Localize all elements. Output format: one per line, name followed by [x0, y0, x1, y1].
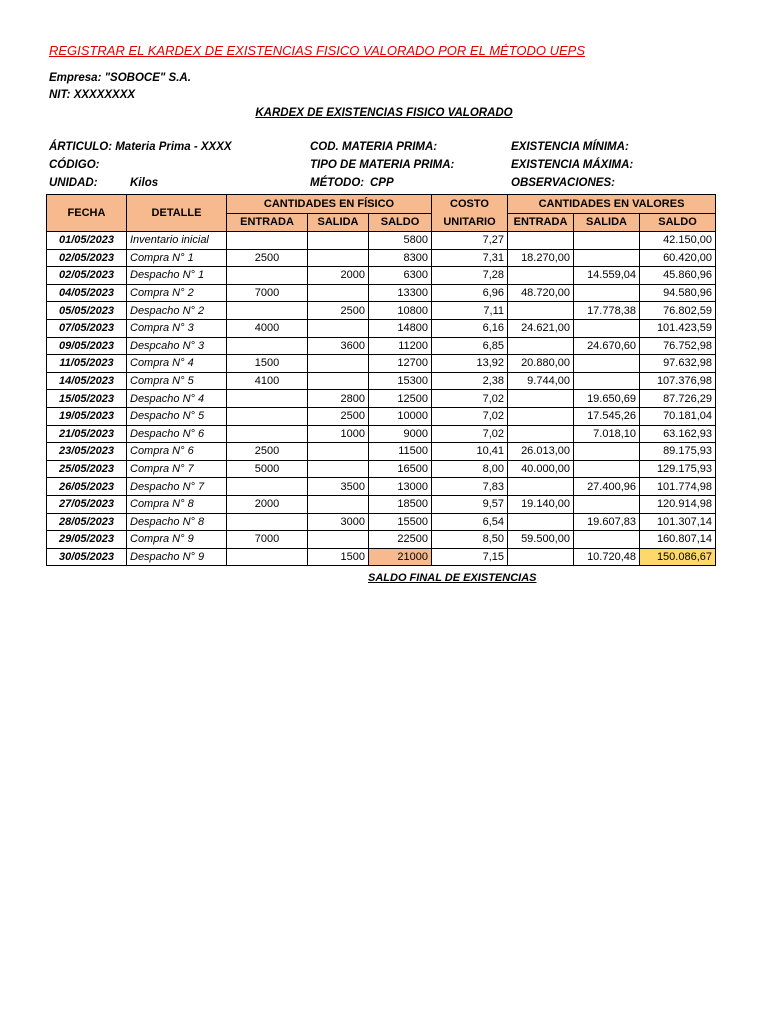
cell-fisico-entrada — [227, 390, 308, 408]
cell-valor-salida: 7.018,10 — [574, 425, 640, 443]
cell-fecha: 02/05/2023 — [47, 267, 127, 285]
cell-fisico-salida: 2800 — [308, 390, 369, 408]
header-cantidades-fisico: CANTIDADES EN FÍSICO — [227, 195, 432, 214]
cell-valor-salida — [574, 495, 640, 513]
cell-valor-entrada — [508, 232, 574, 250]
cell-costo-unitario: 6,85 — [432, 337, 508, 355]
cell-fisico-saldo: 18500 — [369, 495, 432, 513]
cell-fisico-saldo: 10000 — [369, 407, 432, 425]
cell-detalle: Despacho N° 2 — [127, 302, 227, 320]
cell-detalle: Compra N° 1 — [127, 249, 227, 267]
cell-costo-unitario: 7,02 — [432, 390, 508, 408]
table-row — [47, 495, 716, 513]
saldo-final-label: SALDO FINAL DE EXISTENCIAS — [368, 572, 537, 584]
cell-valor-entrada — [508, 267, 574, 285]
cell-fisico-saldo: 22500 — [369, 531, 432, 549]
cell-fecha: 23/05/2023 — [47, 443, 127, 461]
cell-fisico-saldo: 10800 — [369, 302, 432, 320]
cell-fecha: 19/05/2023 — [47, 407, 127, 425]
cell-valor-saldo: 107.376,98 — [640, 372, 716, 390]
cell-valor-salida — [574, 232, 640, 250]
table-row — [47, 319, 716, 337]
cell-costo-unitario: 7,02 — [432, 407, 508, 425]
cell-fisico-entrada: 2500 — [227, 443, 308, 461]
cell-valor-entrada — [508, 337, 574, 355]
cell-fisico-saldo: 13300 — [369, 284, 432, 302]
cell-fisico-salida — [308, 531, 369, 549]
cell-valor-entrada: 26.013,00 — [508, 443, 574, 461]
cell-detalle: Despcaho N° 3 — [127, 337, 227, 355]
table-row — [47, 548, 716, 566]
cell-valor-entrada: 24.621,00 — [508, 319, 574, 337]
cell-fisico-saldo: 5800 — [369, 232, 432, 250]
cell-valor-salida — [574, 443, 640, 461]
cell-fisico-entrada — [227, 337, 308, 355]
cell-fecha: 02/05/2023 — [47, 249, 127, 267]
cell-fecha: 27/05/2023 — [47, 495, 127, 513]
cell-fisico-entrada: 5000 — [227, 460, 308, 478]
cell-valor-saldo: 94.580,96 — [640, 284, 716, 302]
cell-fisico-salida: 3000 — [308, 513, 369, 531]
cell-fisico-entrada: 4000 — [227, 319, 308, 337]
cell-valor-salida — [574, 319, 640, 337]
cell-detalle: Compra N° 7 — [127, 460, 227, 478]
cell-valor-entrada: 19.140,00 — [508, 495, 574, 513]
cell-valor-saldo: 45.860,96 — [640, 267, 716, 285]
header-cantidades-valores: CANTIDADES EN VALORES — [508, 195, 716, 214]
header-fisico-salida: SALIDA — [308, 213, 369, 232]
existencia-minima-label: EXISTENCIA MÍNIMA: — [511, 141, 629, 153]
observaciones-label: OBSERVACIONES: — [511, 177, 615, 189]
cell-fisico-saldo: 15500 — [369, 513, 432, 531]
cell-costo-unitario: 13,92 — [432, 355, 508, 373]
cell-detalle: Despacho N° 1 — [127, 267, 227, 285]
table-row — [47, 478, 716, 496]
cell-fisico-entrada: 7000 — [227, 531, 308, 549]
cell-valor-salida: 17.545,26 — [574, 407, 640, 425]
cell-costo-unitario: 7,02 — [432, 425, 508, 443]
cell-fisico-entrada — [227, 232, 308, 250]
cell-fisico-salida: 2500 — [308, 407, 369, 425]
cell-valor-salida: 19.607,83 — [574, 513, 640, 531]
table-row — [47, 425, 716, 443]
cell-valor-saldo: 89.175,93 — [640, 443, 716, 461]
table-row — [47, 460, 716, 478]
cell-costo-unitario: 7,15 — [432, 548, 508, 566]
cell-valor-entrada: 59.500,00 — [508, 531, 574, 549]
cell-valor-salida — [574, 284, 640, 302]
header-fecha: FECHA — [47, 195, 127, 232]
kardex-body — [47, 232, 716, 566]
cell-valor-entrada: 20.880,00 — [508, 355, 574, 373]
cell-costo-unitario: 7,11 — [432, 302, 508, 320]
cell-valor-entrada — [508, 478, 574, 496]
cell-fisico-salida — [308, 249, 369, 267]
cell-fisico-salida: 3500 — [308, 478, 369, 496]
cell-detalle: Inventario inicial — [127, 232, 227, 250]
table-row — [47, 355, 716, 373]
cell-valor-saldo: 63.162,93 — [640, 425, 716, 443]
cell-fisico-salida — [308, 460, 369, 478]
cell-valor-salida: 17.778,38 — [574, 302, 640, 320]
cell-fisico-salida — [308, 372, 369, 390]
cell-fisico-entrada — [227, 302, 308, 320]
cell-fecha: 14/05/2023 — [47, 372, 127, 390]
cell-fisico-salida — [308, 232, 369, 250]
cell-valor-entrada — [508, 425, 574, 443]
cell-fisico-saldo: 15300 — [369, 372, 432, 390]
cell-valor-salida — [574, 372, 640, 390]
cell-valor-salida — [574, 460, 640, 478]
cell-fisico-saldo: 21000 — [369, 548, 432, 566]
cell-fisico-salida — [308, 355, 369, 373]
cell-costo-unitario: 8,00 — [432, 460, 508, 478]
cell-detalle: Despacho N° 7 — [127, 478, 227, 496]
table-row — [47, 443, 716, 461]
document-title: REGISTRAR EL KARDEX DE EXISTENCIAS FISICO VALORADO POR EL MÉTODO UEPS — [49, 43, 586, 58]
cell-fecha: 11/05/2023 — [47, 355, 127, 373]
cell-fisico-entrada — [227, 548, 308, 566]
cell-valor-salida — [574, 355, 640, 373]
cell-costo-unitario: 7,27 — [432, 232, 508, 250]
header-valor-saldo: SALDO — [640, 213, 716, 232]
cell-costo-unitario: 7,28 — [432, 267, 508, 285]
cell-fisico-entrada — [227, 407, 308, 425]
cell-fecha: 30/05/2023 — [47, 548, 127, 566]
cell-valor-salida — [574, 249, 640, 267]
cell-fisico-saldo: 9000 — [369, 425, 432, 443]
cell-fisico-entrada — [227, 513, 308, 531]
header-detalle: DETALLE — [127, 195, 227, 232]
cell-valor-saldo: 150.086,67 — [640, 548, 716, 566]
cell-valor-entrada — [508, 390, 574, 408]
cell-costo-unitario: 6,96 — [432, 284, 508, 302]
cell-fisico-salida: 2000 — [308, 267, 369, 285]
table-row — [47, 284, 716, 302]
cell-detalle: Compra N° 8 — [127, 495, 227, 513]
cell-fisico-entrada: 7000 — [227, 284, 308, 302]
kardex-table — [46, 194, 716, 566]
cell-fecha: 26/05/2023 — [47, 478, 127, 496]
table-row — [47, 513, 716, 531]
cell-valor-entrada: 9.744,00 — [508, 372, 574, 390]
cell-valor-saldo: 101.423,59 — [640, 319, 716, 337]
unidad-value: Kilos — [130, 177, 159, 189]
cell-detalle: Despacho N° 9 — [127, 548, 227, 566]
cell-fecha: 09/05/2023 — [47, 337, 127, 355]
nit-label: NIT: XXXXXXXX — [49, 89, 136, 101]
cell-fisico-entrada — [227, 478, 308, 496]
cell-fisico-salida — [308, 443, 369, 461]
table-row — [47, 267, 716, 285]
cell-valor-saldo: 101.774,98 — [640, 478, 716, 496]
cell-valor-salida: 27.400,96 — [574, 478, 640, 496]
table-row — [47, 232, 716, 250]
cell-fisico-saldo: 14800 — [369, 319, 432, 337]
cell-valor-salida: 14.559,04 — [574, 267, 640, 285]
cell-valor-saldo: 76.802,59 — [640, 302, 716, 320]
cell-fisico-salida — [308, 319, 369, 337]
header-costo-unitario: COSTO UNITARIO — [432, 195, 508, 232]
cell-fisico-salida: 1000 — [308, 425, 369, 443]
cell-fecha: 25/05/2023 — [47, 460, 127, 478]
articulo-label: ÁRTICULO: Materia Prima - XXXX — [49, 141, 232, 153]
cell-valor-entrada — [508, 302, 574, 320]
table-row — [47, 407, 716, 425]
cell-fecha: 28/05/2023 — [47, 513, 127, 531]
cell-fisico-entrada: 2000 — [227, 495, 308, 513]
table-row — [47, 390, 716, 408]
cell-costo-unitario: 9,57 — [432, 495, 508, 513]
cell-costo-unitario: 10,41 — [432, 443, 508, 461]
cell-valor-salida: 24.670,60 — [574, 337, 640, 355]
cell-valor-entrada: 18.270,00 — [508, 249, 574, 267]
cell-costo-unitario: 6,54 — [432, 513, 508, 531]
cell-fisico-saldo: 11200 — [369, 337, 432, 355]
cod-materia-label: COD. MATERIA PRIMA: — [310, 141, 438, 153]
cell-valor-saldo: 101.307,14 — [640, 513, 716, 531]
cell-fecha: 05/05/2023 — [47, 302, 127, 320]
cell-fisico-saldo: 16500 — [369, 460, 432, 478]
cell-valor-saldo: 87.726,29 — [640, 390, 716, 408]
cell-detalle: Compra N° 5 — [127, 372, 227, 390]
table-row — [47, 531, 716, 549]
codigo-label: CÓDIGO: — [49, 159, 100, 171]
header-fisico-saldo: SALDO — [369, 213, 432, 232]
cell-fisico-entrada: 2500 — [227, 249, 308, 267]
cell-detalle: Despacho N° 6 — [127, 425, 227, 443]
cell-fecha: 29/05/2023 — [47, 531, 127, 549]
metodo-label: MÉTODO: — [310, 177, 365, 189]
cell-fisico-saldo: 12700 — [369, 355, 432, 373]
cell-detalle: Compra N° 3 — [127, 319, 227, 337]
cell-valor-salida — [574, 531, 640, 549]
header-valor-salida: SALIDA — [574, 213, 640, 232]
cell-fisico-saldo: 12500 — [369, 390, 432, 408]
existencia-maxima-label: EXISTENCIA MÁXIMA: — [511, 159, 634, 171]
metodo-value: CPP — [370, 177, 394, 189]
unidad-label: UNIDAD: — [49, 177, 98, 189]
cell-fisico-salida — [308, 284, 369, 302]
cell-fecha: 15/05/2023 — [47, 390, 127, 408]
cell-valor-entrada: 40.000,00 — [508, 460, 574, 478]
cell-costo-unitario: 7,31 — [432, 249, 508, 267]
cell-valor-entrada — [508, 513, 574, 531]
cell-valor-saldo: 129.175,93 — [640, 460, 716, 478]
header-valor-entrada: ENTRADA — [508, 213, 574, 232]
cell-valor-salida: 19.650,69 — [574, 390, 640, 408]
cell-fisico-saldo: 8300 — [369, 249, 432, 267]
cell-valor-saldo: 42.150,00 — [640, 232, 716, 250]
cell-costo-unitario: 2,38 — [432, 372, 508, 390]
cell-fisico-salida: 3600 — [308, 337, 369, 355]
cell-fisico-entrada — [227, 425, 308, 443]
cell-detalle: Despacho N° 5 — [127, 407, 227, 425]
cell-valor-saldo: 70.181,04 — [640, 407, 716, 425]
cell-costo-unitario: 6,16 — [432, 319, 508, 337]
cell-fecha: 01/05/2023 — [47, 232, 127, 250]
cell-valor-saldo: 60.420,00 — [640, 249, 716, 267]
cell-fecha: 04/05/2023 — [47, 284, 127, 302]
table-row — [47, 249, 716, 267]
cell-valor-saldo: 160.807,14 — [640, 531, 716, 549]
table-row — [47, 302, 716, 320]
cell-valor-entrada — [508, 548, 574, 566]
header-fisico-entrada: ENTRADA — [227, 213, 308, 232]
cell-fisico-saldo: 13000 — [369, 478, 432, 496]
cell-fecha: 21/05/2023 — [47, 425, 127, 443]
cell-detalle: Compra N° 6 — [127, 443, 227, 461]
cell-valor-entrada: 48.720,00 — [508, 284, 574, 302]
table-row — [47, 372, 716, 390]
cell-detalle: Compra N° 4 — [127, 355, 227, 373]
cell-fecha: 07/05/2023 — [47, 319, 127, 337]
cell-valor-saldo: 120.914,98 — [640, 495, 716, 513]
cell-fisico-entrada: 4100 — [227, 372, 308, 390]
cell-valor-saldo: 97.632,98 — [640, 355, 716, 373]
cell-fisico-salida: 1500 — [308, 548, 369, 566]
cell-fisico-saldo: 11500 — [369, 443, 432, 461]
cell-fisico-salida: 2500 — [308, 302, 369, 320]
cell-detalle: Compra N° 2 — [127, 284, 227, 302]
cell-costo-unitario: 7,83 — [432, 478, 508, 496]
kardex-title: KARDEX DE EXISTENCIAS FISICO VALORADO — [255, 107, 513, 119]
cell-fisico-entrada — [227, 267, 308, 285]
cell-valor-saldo: 76.752,98 — [640, 337, 716, 355]
cell-valor-salida: 10.720,48 — [574, 548, 640, 566]
cell-fisico-saldo: 6300 — [369, 267, 432, 285]
cell-detalle: Compra N° 9 — [127, 531, 227, 549]
cell-costo-unitario: 8,50 — [432, 531, 508, 549]
cell-fisico-salida — [308, 495, 369, 513]
table-row — [47, 337, 716, 355]
tipo-materia-label: TIPO DE MATERIA PRIMA: — [310, 159, 455, 171]
empresa-label: Empresa: "SOBOCE" S.A. — [49, 72, 191, 84]
cell-valor-entrada — [508, 407, 574, 425]
cell-detalle: Despacho N° 8 — [127, 513, 227, 531]
cell-detalle: Despacho N° 4 — [127, 390, 227, 408]
cell-fisico-entrada: 1500 — [227, 355, 308, 373]
